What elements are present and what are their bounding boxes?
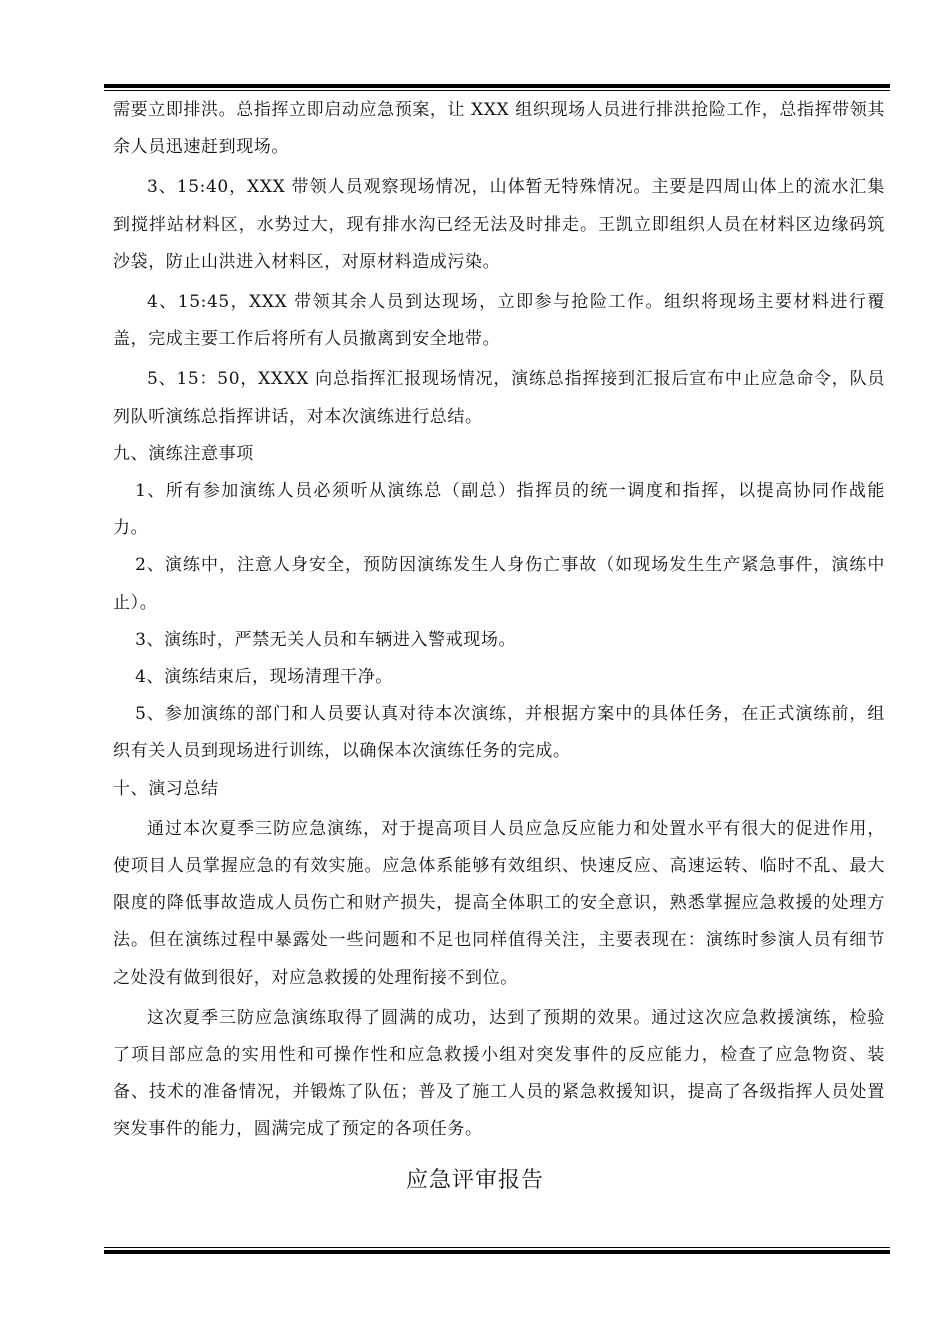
note-item-4: 4、演练结束后，现场清理干净。: [135, 667, 393, 688]
note-item-1: 1、所有参加演练人员必须听从演练总（副总）指挥员的统一调度和指挥，以提高协同作战能力。: [113, 481, 885, 539]
paragraph-continued: 需要立即排洪。总指挥立即启动应急预案，让 XXX 组织现场人员进行排洪抢险工作，总指挥带领其余人员迅速赶到现场。: [113, 100, 885, 158]
header-rule: [104, 84, 890, 91]
note-item-5: 5、参加演练的部门和人员要认真对待本次演练，并根据方案中的具体任务，在正式演练前，组织有关人员到现场进行训练，以确保本次演练任务的完成。: [113, 704, 885, 762]
footer-rule: [104, 1247, 890, 1254]
section-heading-10: 十、演习总结: [113, 778, 219, 799]
document-body: [113, 92, 885, 1149]
summary-paragraph-1: 通过本次夏季三防应急演练，对于提高项目人员应急反应能力和处置水平有很大的促进作用，使项目人员掌握应急的有效实施。应急体系能够有效组织、快速反应、高速运转、临时不乱、最大限度的降低事故造成人员伤亡和财产损失，提高全体职工的安全意识，熟悉掌握应急救援的处理方法。但在演练过程中暴露处一些问题和不足也同样值得关注，主要表现在：演练时参演人员有细节之处没有做到很好，对应急救援的处理衔接不到位。: [113, 818, 885, 988]
note-item-3: 3、演练时，严禁无关人员和车辆进入警戒现场。: [135, 629, 517, 650]
step-3-paragraph: 3、15:40，XXX 带领人员观察现场情况，山体暂无特殊情况。主要是四周山体上的流水汇集到搅拌站材料区，水势过大，现有排水沟已经无法及时排走。王凯立即组织人员在材料区边缘码筑沙袋，防止山洪进入材料区，对原材料造成污染。: [113, 177, 885, 272]
report-title: 应急评审报告: [405, 1168, 544, 1193]
step-4-paragraph: 4、15:45，XXX 带领其余人员到达现场，立即参与抢险工作。组织将现场主要材料进行覆盖，完成主要工作后将所有人员撤离到安全地带。: [113, 292, 885, 350]
summary-paragraph-2: 这次夏季三防应急演练取得了圆满的成功，达到了预期的效果。通过这次应急救援演练，检验了项目部应急的实用性和可操作性和应急救援小组对突发事件的反应能力，检查了应急物资、装备、技术的准备情况，并锻炼了队伍；普及了施工人员的紧急救援知识，提高了各级指挥人员处置突发事件的能力，圆满完成了预定的各项任务。: [113, 1007, 885, 1140]
step-5-paragraph: 5、15：50，XXXX 向总指挥汇报现场情况，演练总指挥接到汇报后宣布中止应急命令，队员列队听演练总指挥讲话，对本次演练进行总结。: [113, 369, 885, 427]
section-heading-9: 九、演练注意事项: [113, 443, 254, 464]
note-item-2: 2、演练中，注意人身安全，预防因演练发生人身伤亡事故（如现场发生生产紧急事件，演练中止）。: [113, 555, 885, 613]
